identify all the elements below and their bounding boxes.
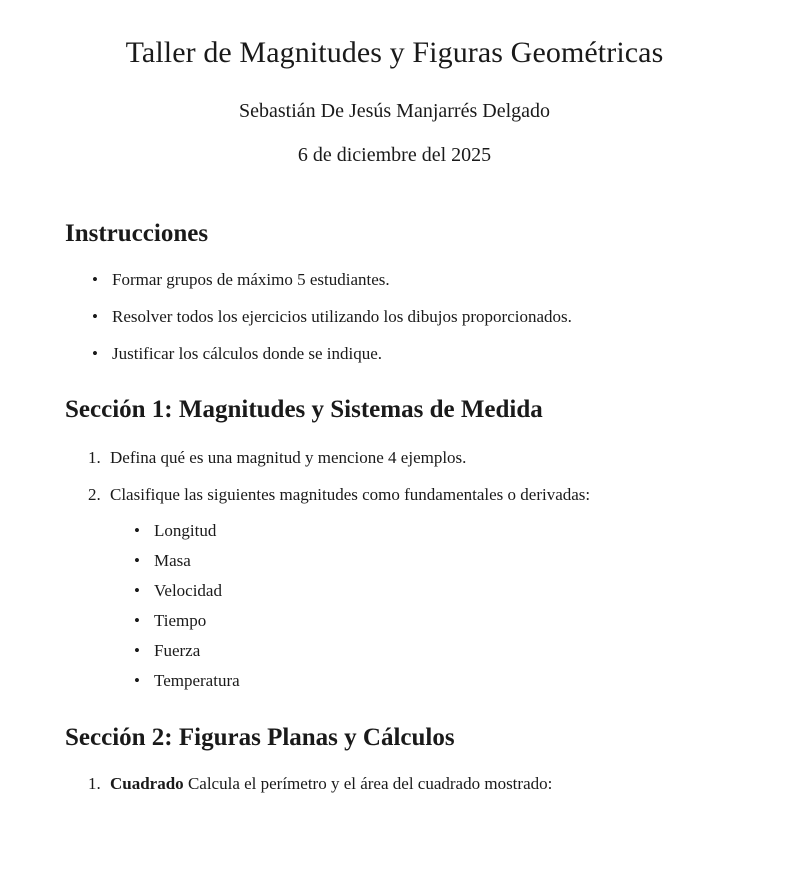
instruction-text: Resolver todos los ejercicios utilizando los dibujos proporcionados. xyxy=(112,307,572,326)
item-text: Calcula el perímetro y el área del cuadrado mostrado: xyxy=(187,774,553,793)
bullet-icon: • xyxy=(134,551,140,570)
document-title: Taller de Magnitudes y Figuras Geométricas xyxy=(125,36,664,69)
item-text: Clasifique las siguientes magnitudes como fundamentales o derivadas: xyxy=(110,485,591,504)
magnitude-name: Longitud xyxy=(154,521,217,540)
sub-list-item xyxy=(134,671,240,691)
list-item xyxy=(88,774,552,794)
list-item xyxy=(92,344,382,364)
bullet-icon: • xyxy=(134,581,140,600)
bullet-icon: • xyxy=(92,307,98,326)
magnitude-name: Masa xyxy=(154,551,191,570)
bullet-icon: • xyxy=(92,270,98,289)
heading-instrucciones: Instrucciones xyxy=(65,220,209,247)
list-item xyxy=(88,485,590,505)
item-text: Defina qué es una magnitud y mencione 4 ejemplos. xyxy=(110,448,467,467)
instruction-text: Justificar los cálculos donde se indique. xyxy=(112,344,383,363)
heading-seccion-1: Sección 1: Magnitudes y Sistemas de Medida xyxy=(65,396,543,423)
bullet-icon: • xyxy=(92,344,98,363)
list-item xyxy=(92,270,390,290)
list-item xyxy=(92,307,572,327)
heading-seccion-2: Sección 2: Figuras Planas y Cálculos xyxy=(65,724,455,751)
magnitude-name: Fuerza xyxy=(154,641,201,660)
item-bold-label: Cuadrado xyxy=(110,774,184,793)
magnitude-name: Tiempo xyxy=(154,611,207,630)
magnitude-name: Velocidad xyxy=(154,581,222,600)
bullet-icon: • xyxy=(134,641,140,660)
bullet-icon: • xyxy=(134,671,140,690)
sub-list-item xyxy=(134,581,222,601)
magnitude-name: Temperatura xyxy=(154,671,240,690)
document-author: Sebastián De Jesús Manjarrés Delgado xyxy=(238,100,551,122)
item-number: 2. xyxy=(88,485,101,504)
instruction-text: Formar grupos de máximo 5 estudiantes. xyxy=(112,270,390,289)
item-number: 1. xyxy=(88,774,101,793)
item-number: 1. xyxy=(88,448,101,467)
sub-list-item xyxy=(134,641,200,661)
sub-list-item xyxy=(134,521,216,541)
bullet-icon: • xyxy=(134,521,140,540)
list-item xyxy=(88,448,466,468)
sub-list-item xyxy=(134,611,206,631)
bullet-icon: • xyxy=(134,611,140,630)
document-date: 6 de diciembre del 2025 xyxy=(297,144,492,166)
sub-list-item xyxy=(134,551,191,571)
